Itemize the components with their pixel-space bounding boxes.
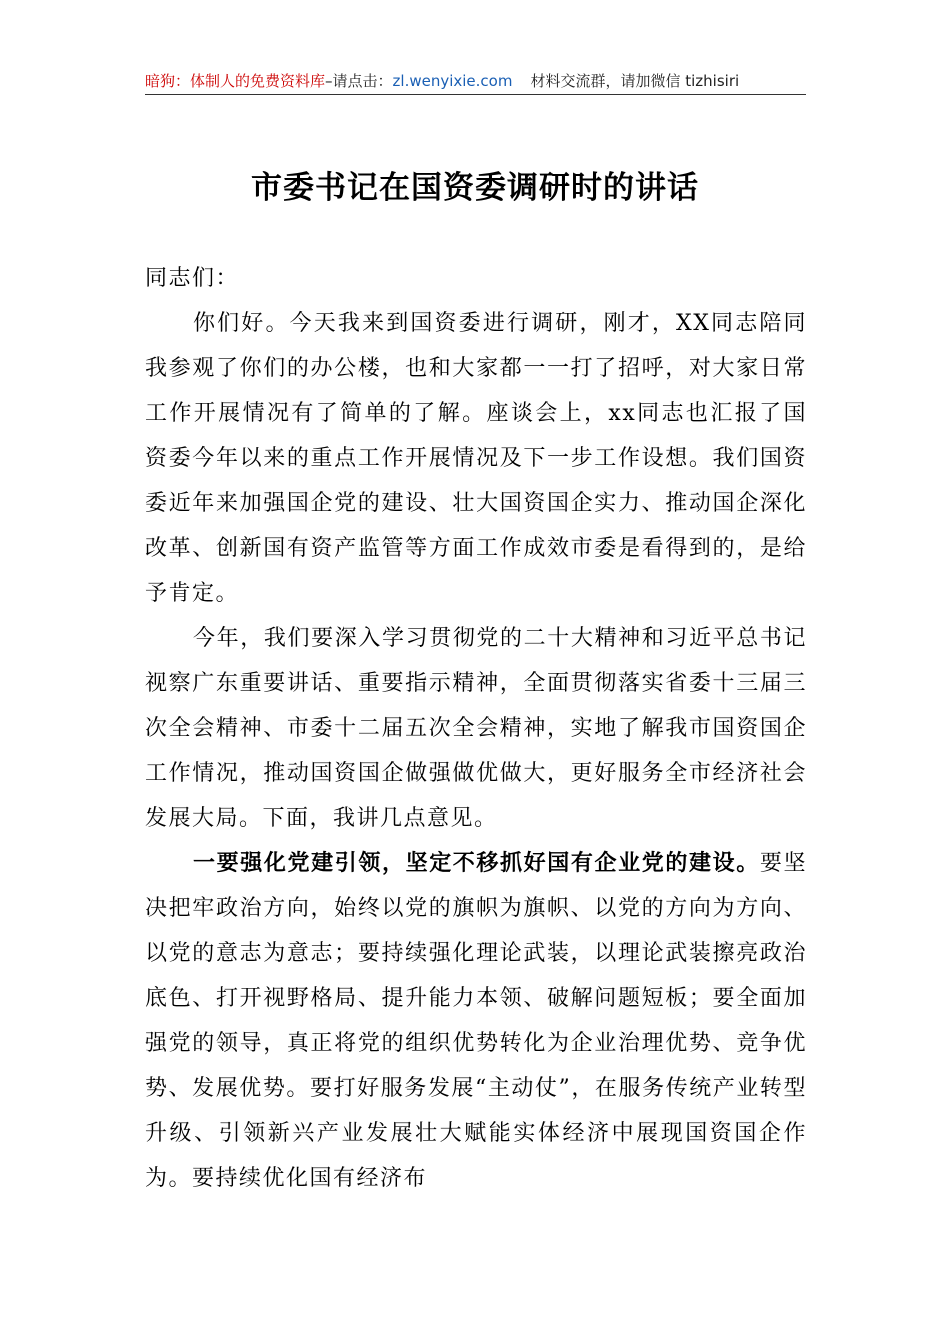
- document-title: 市委书记在国资委调研时的讲话: [251, 170, 699, 206]
- page-header: [145, 70, 806, 95]
- salutation: 同志们：: [145, 266, 240, 291]
- header-site-link[interactable]: zl.wenyixie.com: [392, 72, 513, 90]
- paragraph-1: 你们好。今天我来到国资委进行调研，刚才，XX同志陪同我参观了你们的办公楼，也和大家都一一打了招呼，对大家日常工作开展情况有了简单的了解。座谈会上，xx同志也汇报了国资委今年以来的重点工作开展情况及下一步工作设想。我们国资委近年来加强国企党的建设、壮大国资国企实力、推动国企深化改革、创新国有资产监管等方面工作成效市委是看得到的，是给予肯定。: [145, 311, 807, 606]
- header-prompt: –请点击：: [325, 72, 393, 90]
- document-body: [145, 256, 807, 1201]
- point-1-body: 要坚决把牢政治方向，始终以党的旗帜为旗帜、以党的方向为方向、以党的意志为意志；要持续强化理论武装，以理论武装擦亮政治底色、打开视野格局、提升能力本领、破解问题短板；要全面加强党的领导，真正将党的组织优势转化为企业治理优势、竞争优势、发展优势。要打好服务发展“主动仗”，在服务传统产业转型升级、引领新兴产业发展壮大赋能实体经济中展现国资国企作为。要持续优化国有经济布: [145, 851, 807, 1191]
- paragraph-2: 今年，我们要深入学习贯彻党的二十大精神和习近平总书记视察广东重要讲话、重要指示精神，全面贯彻落实省委十三届三次全会精神、市委十二届五次全会精神，实地了解我市国资国企工作情况，推动国资国企做强做优做大，更好服务全市经济社会发展大局。下面，我讲几点意见。: [145, 626, 807, 831]
- point-1-heading: 一要强化党建引领，坚定不移抓好国有企业党的建设。: [193, 850, 760, 876]
- paragraph-3: [145, 841, 807, 1201]
- header-brand: 暗狗：体制人的免费资料库: [145, 72, 326, 90]
- header-contact: 材料交流群，请加微信 tizhisiri: [530, 72, 740, 90]
